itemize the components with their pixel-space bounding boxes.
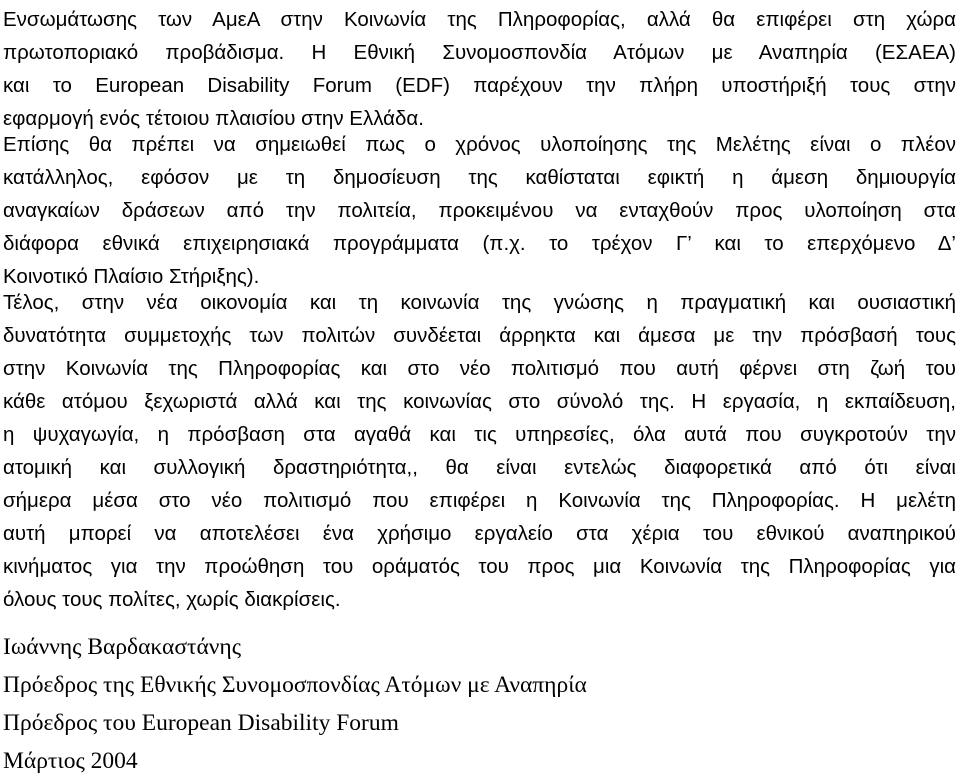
text-line: εφαρμογή ενός τέτοιου πλαισίου στην Ελλάδα. (3, 107, 424, 130)
signature-block (3, 628, 956, 780)
text-line: όλους τους πολίτες, χωρίς διακρίσεις. (3, 588, 341, 611)
paragraph-conclusion (3, 286, 956, 616)
text-line: Επίσης θα πρέπει να σημειωθεί πως ο χρόνος υλοποίησης της Μελέτης είναι ο πλέον (3, 133, 956, 156)
paragraph-timing (3, 128, 956, 293)
text-line: Τέλος, στην νέα οικονομία και τη κοινωνία της γνώσης η πραγματική και ουσιαστική (3, 291, 956, 314)
text-line: ατομική και συλλογική δραστηριότητα,, θα είναι εντελώς διαφορετικά από ότι είναι (3, 456, 956, 479)
text-line: κάθε ατόμου ξεχωριστά αλλά και της κοινωνίας στο σύνολό της. Η εργασία, η εκπαίδευση, (3, 390, 956, 413)
text-line: κατάλληλος, εφόσον με τη δημοσίευση της καθίσταται εφικτή η άμεση δημιουργία (3, 166, 956, 189)
signature-name: Ιωάννης Βαρδακαστάνης (3, 634, 242, 660)
text-line: και το European Disability Forum (EDF) παρέχουν την πλήρη υποστήριξή τους στην (3, 74, 956, 97)
text-line: αναγκαίων δράσεων από την πολιτεία, προκειμένου να ενταχθούν προς υλοποίηση στα (3, 199, 956, 222)
text-line: Κοινοτικό Πλαίσιο Στήριξης). (3, 265, 260, 288)
text-line: κινήματος για την προώθηση του οράματός του προς μια Κοινωνία της Πληροφορίας για (3, 555, 956, 578)
text-line: η ψυχαγωγία, η πρόσβαση στα αγαθά και τις υπηρεσίες, όλα αυτά που συγκροτούν την (3, 423, 956, 446)
text-line: δυνατότητα συμμετοχής των πολιτών συνδέεται άρρηκτα και άμεσα με την πρόσβασή τους (3, 324, 956, 347)
text-line: διάφορα εθνικά επιχειρησιακά προγράμματα (π.χ. το τρέχον Γ’ και το επερχόμενο Δ’ (3, 232, 956, 255)
text-line: στην Κοινωνία της Πληροφορίας και στο νέο πολιτισμό που αυτή φέρνει στη ζωή του (3, 357, 956, 380)
signature-date: Μάρτιος 2004 (3, 748, 138, 774)
text-line: σήμερα μέσα στο νέο πολιτισμό που επιφέρει η Κοινωνία της Πληροφορίας. Η μελέτη (3, 489, 956, 512)
signature-title-esaea: Πρόεδρος της Εθνικής Συνομοσπονδίας Ατόμων με Αναπηρία (3, 672, 587, 698)
paragraph-intro (3, 3, 956, 135)
text-line: πρωτοποριακό προβάδισμα. Η Εθνική Συνομοσπονδία Ατόμων με Αναπηρία (ΕΣΑΕΑ) (3, 41, 956, 64)
text-line: Ενσωμάτωσης των ΑμεΑ στην Κοινωνία της Πληροφορίας, αλλά θα επιφέρει στη χώρα (3, 8, 956, 31)
signature-title-edf: Πρόεδρος του European Disability Forum (3, 710, 399, 736)
text-line: αυτή μπορεί να αποτελέσει ένα χρήσιμο εργαλείο στα χέρια του εθνικού αναπηρικού (3, 522, 956, 545)
